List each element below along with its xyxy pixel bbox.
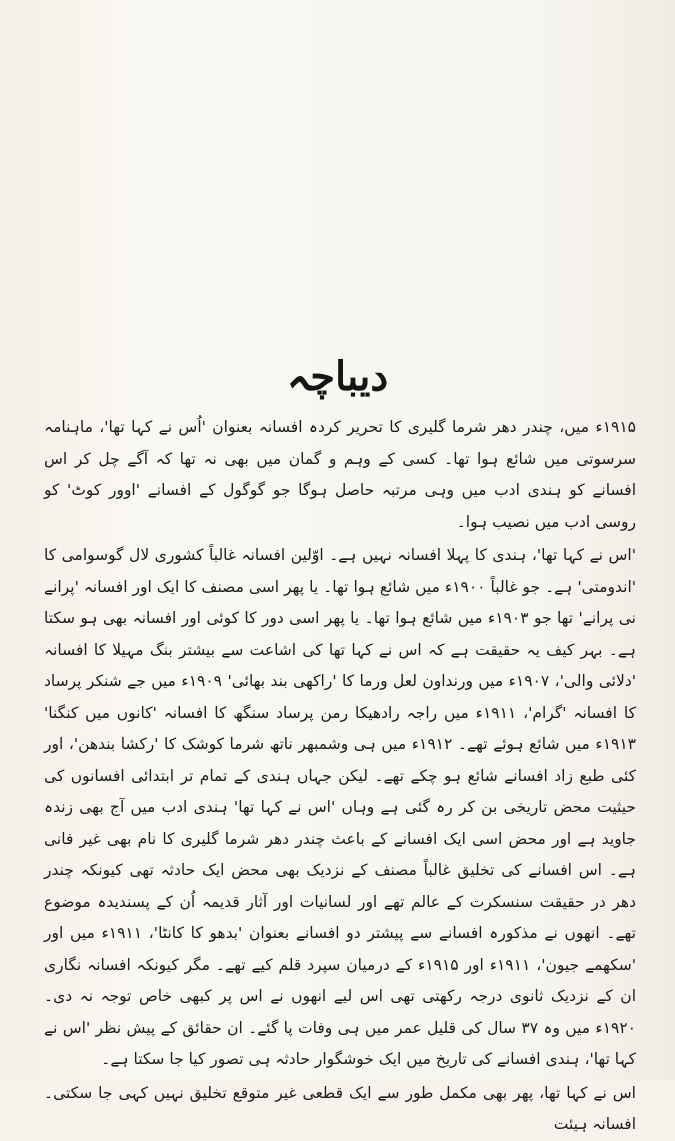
paragraph-2: 'اس نے کہا تھا'، ہندی کا پہلا افسانہ نہیں ہے۔ اوّلین افسانہ غالباً کشوری لال گوسوامی کا 'اندومتی' ہے۔ جو غالباً ۱۹۰۰ء میں شائع ہوا تھا۔ یا پھر اسی مصنف کا ایک اور افسانہ 'پرانے نی پرانے' تھا جو ۱۹۰۳ء میں شائع ہوا تھا۔ یا پھر اسی دور کا کوئی اور افسانہ بھی ہو سکتا ہے۔ بہر کیف یہ حقیقت ہے کہ اس نے کہا تھا کی اشاعت سے بیشتر بنگ مہیلا کا افسانہ 'دلائی والی'، ۱۹۰۷ء میں ورنداون لعل ورما کا 'راکھی بند بھائی' ۱۹۰۹ء میں جے شنکر پرساد کا افسانہ 'گرام'، ۱۹۱۱ء میں راجہ رادھیکا رمن پرساد سنگھ کا افسانہ 'کانوں میں کنگنا' ۱۹۱۳ء میں شائع ہوئے تھے۔ ۱۹۱۲ء میں ہی وشمبھر ناتھ شرما کوشک کا 'رکشا بندھن'، اور کئی طبع زاد افسانے شائع ہو چکے تھے۔ لیکن جہاں ہندی کے تمام تر ابتدائی افسانوں کی حیثیت محض تاریخی بن کر رہ گئی ہے وہاں 'اس نے کہا تھا' ہندی ادب میں آج بھی زندہ جاوید ہے اور محض اسی ایک افسانے کے باعث چندر دھر شرما گلیری کا نام بھی غیر فانی ہے۔ اس افسانے کی تخلیق غالباً مصنف کے نزدیک بھی محض ایک حادثہ تھی کیونکہ چندر دھر در حقیقت سنسکرت کے عالم تھے اور لسانیات اور آثار قدیمہ اُن کے پسندیدہ موضوع تھے۔ انھوں نے مذکورہ افسانے سے پیشتر دو افسانے بعنوان 'بدھو کا کانٹا'، ۱۹۱۱ء میں اور 'سکھمے جیون'، ۱۹۱۱ء اور ۱۹۱۵ء کے درمیان سپرد قلم کیے تھے۔ مگر کیونکہ افسانہ نگاری ان کے نزدیک ثانوی درجہ رکھتی تھی اس لیے انھوں نے اس پر کبھی خاص توجہ نہ دی۔ ۱۹۲۰ء میں وہ ۳۷ سال کی قلیل عمر میں ہی وفات پا گئے۔ ان حقائق کے پیش نظر 'اس نے کہا تھا'، ہندی افسانے کی تاریخ میں ایک خوشگوار حادثہ ہی تصور کیا جا سکتا ہے۔ — [44, 546, 637, 1068]
paragraph-3: اس نے کہا تھا، پھر بھی مکمل طور سے ایک قطعی غیر متوقع تخلیق نہیں کہی جا سکتی۔ افسانہ ہیئت — [44, 1083, 636, 1133]
paragraph-1: ۱۹۱۵ء میں، چندر دھر شرما گلیری کا تحریر کردہ افسانہ بعنوان 'اُس نے کہا تھا'، ماہنامہ سرسوتی میں شائع ہوا تھا۔ کسی کے وہم و گمان میں بھی نہ تھا کہ آگے چل کر اس افسانے کو ہندی ادب میں وہی مرتبہ حاصل ہوگا جو گوگول کے افسانے 'اوور کوٹ' کو روسی ادب میں نصیب ہوا۔ — [44, 418, 636, 531]
body-text — [44, 412, 636, 1141]
page-title: دیباچہ — [286, 353, 389, 400]
